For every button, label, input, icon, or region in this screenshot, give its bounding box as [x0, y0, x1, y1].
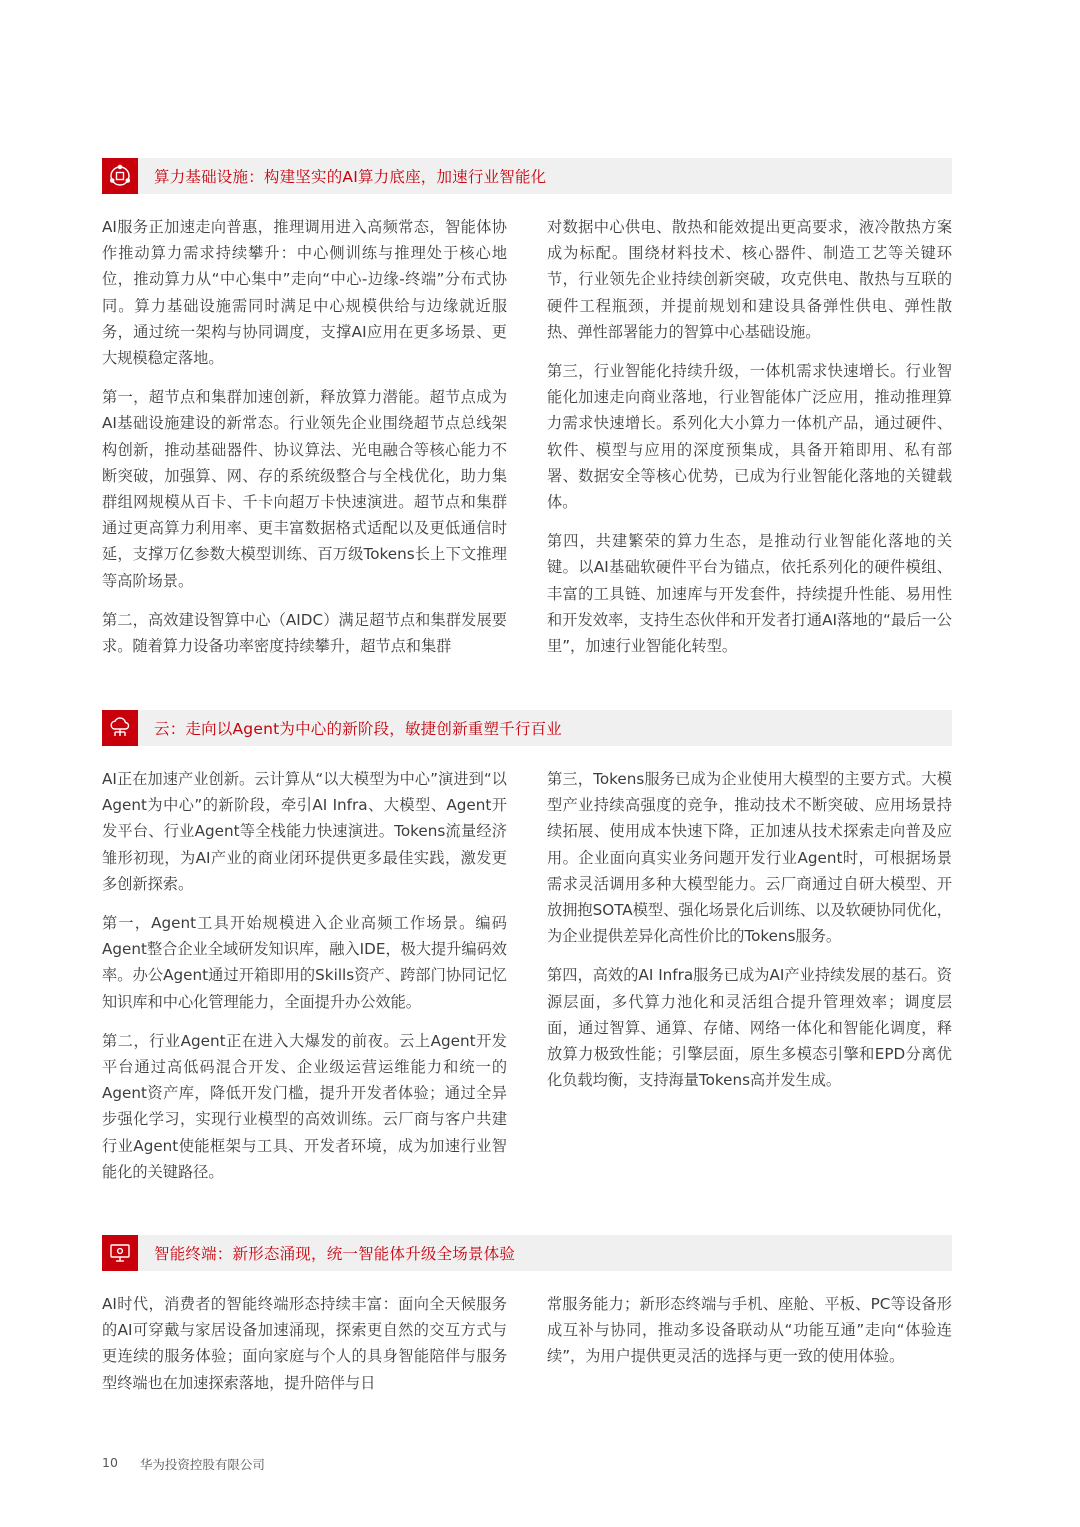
paragraph: AI服务正加速走向普惠，推理调用进入高频常态，智能体协作推动算力需求持续攀升：中心侧训练与推理处于核心地位，推动算力从“中心集中”走向“中心-边缘-终端”分布式协同。算力基础设施需同时满足中心规模供给与边缘就近服务，通过统一架构与协同调度，支撑AI应用在更多场景、更大规模稳定落地。 — [102, 218, 507, 368]
paragraph: 第二，高效建设智算中心（AIDC）满足超节点和集群发展要求。随着算力设备功率密度持续攀升，超节点和集群 — [102, 610, 507, 656]
smart-terminal-icon — [102, 1235, 138, 1271]
section-header-bar — [102, 158, 952, 194]
paragraph: 第一，超节点和集群加速创新，释放算力潜能。超节点成为AI基础设施建设的新常态。行业领先企业围绕超节点总线架构创新，推动基础器件、协议算法、光电融合等核心能力不断突破，加强算、网、存的系统级整合与全栈优化，助力集群组网规模从百卡、千卡向超万卡快速演进。超节点和集群通过更高算力利用率、更丰富数据格式适配以及更低通信时延，支撑万亿参数大模型训练、百万级Tokens长上下文推理等高阶场景。 — [102, 388, 507, 590]
section-title: 算力基础设施：构建坚实的AI算力底座，加速行业智能化 — [154, 168, 547, 186]
right-column — [547, 214, 952, 672]
section-header-bar — [102, 1235, 952, 1271]
page-number: 10 — [102, 1455, 118, 1470]
cloud-icon — [102, 710, 138, 746]
section-smart-terminal — [102, 1235, 952, 1409]
paragraph: 常服务能力；新形态终端与手机、座舱、平板、PC等设备形成互补与协同，推动多设备联动从“功能互通”走向“体验连续”，为用户提供更灵活的选择与更一致的使用体验。 — [547, 1295, 952, 1366]
page-footer — [102, 1455, 265, 1473]
paragraph: AI正在加速产业创新。云计算从“以大模型为中心”演进到“以Agent为中心”的新阶段，牵引AI Infra、大模型、Agent开发平台、行业Agent等全栈能力快速演进。Tokens流量经济雏形初现，为AI产业的商业闭环提供更多最佳实践，激发更多创新探索。 — [102, 770, 507, 893]
paragraph: 对数据中心供电、散热和能效提出更高要求，液冷散热方案成为标配。围绕材料技术、核心器件、制造工艺等关键环节，行业领先企业持续创新突破，攻克供电、散热与互联的硬件工程瓶颈，并提前规划和建设具备弹性供电、弹性散热、弹性部署能力的智算中心基础设施。 — [547, 218, 952, 341]
paragraph: 第一，Agent工具开始规模进入企业高频工作场景。编码Agent整合企业全域研发知识库，融入IDE，极大提升编码效率。办公Agent通过开箱即用的Skills资产、跨部门协同记忆知识库和中心化管理能力，全面提升办公效能。 — [102, 914, 507, 1011]
paragraph: 第四，高效的AI Infra服务已成为AI产业持续发展的基石。资源层面，多代算力池化和灵活组合提升管理效率；调度层面，通过智算、通算、存储、网络一体化和智能化调度，释放算力极致性能；引擎层面，原生多模态引擎和EPD分离优化负载均衡，支持海量Tokens高并发生成。 — [547, 966, 952, 1090]
right-column — [547, 766, 952, 1198]
section-title: 云：走向以Agent为中心的新阶段，敏捷创新重塑千行百业 — [154, 720, 562, 738]
paragraph: 第三，行业智能化持续升级，一体机需求快速增长。行业智能化加速走向商业落地，行业智能体广泛应用，推动推理算力需求快速增长。系列化大小算力一体机产品，通过硬件、软件、模型与应用的深度预集成，具备开箱即用、私有部署、数据安全等核心优势，已成为行业智能化落地的关键载体。 — [547, 362, 952, 512]
section-title: 智能终端：新形态涌现，统一智能体升级全场景体验 — [154, 1245, 516, 1263]
paragraph: 第四，共建繁荣的算力生态，是推动行业智能化落地的关键。以AI基础软硬件平台为锚点，依托系列化的硬件模组、丰富的工具链、加速库与开发套件，持续提升性能、易用性和开发效率，支持生态伙伴和开发者打通AI落地的“最后一公里”，加速行业智能化转型。 — [547, 532, 952, 656]
compute-chip-icon — [102, 158, 138, 194]
paragraph: 第二，行业Agent正在进入大爆发的前夜。云上Agent开发平台通过高低码混合开发、企业级运营运维能力和统一的Agent资产库，降低开发门槛，提升开发者体验；通过全异步强化学习，实现行业模型的高效训练。云厂商与客户共建行业Agent使能框架与工具、开发者环境，成为加速行业智能化的关键路径。 — [102, 1031, 507, 1181]
section-cloud — [102, 710, 952, 1198]
left-column — [102, 214, 507, 672]
left-column — [102, 1291, 507, 1409]
right-column — [547, 1291, 952, 1409]
paragraph: 第三，Tokens服务已成为企业使用大模型的主要方式。大模型产业持续高强度的竞争，推动技术不断突破、应用场景持续拓展、使用成本快速下降，正加速从技术探索走向普及应用。企业面向真实业务问题开发行业Agent时，可根据场景需求灵活调用多种大模型能力。云厂商通过自研大模型、开放拥抱SOTA模型、强化场景化后训练、以及软硬协同优化，为企业提供差异化高性价比的Tokens服务。 — [547, 770, 952, 946]
company-name: 华为投资控股有限公司 — [139, 1457, 265, 1472]
section-compute-infrastructure — [102, 158, 952, 672]
section-header-bar — [102, 710, 952, 746]
paragraph: AI时代，消费者的智能终端形态持续丰富：面向全天候服务的AI可穿戴与家居设备加速涌现，探索更自然的交互方式与更连续的服务体验；面向家庭与个人的具身智能陪伴与服务型终端也在加速探索落地，提升陪伴与日 — [102, 1295, 507, 1392]
left-column — [102, 766, 507, 1198]
